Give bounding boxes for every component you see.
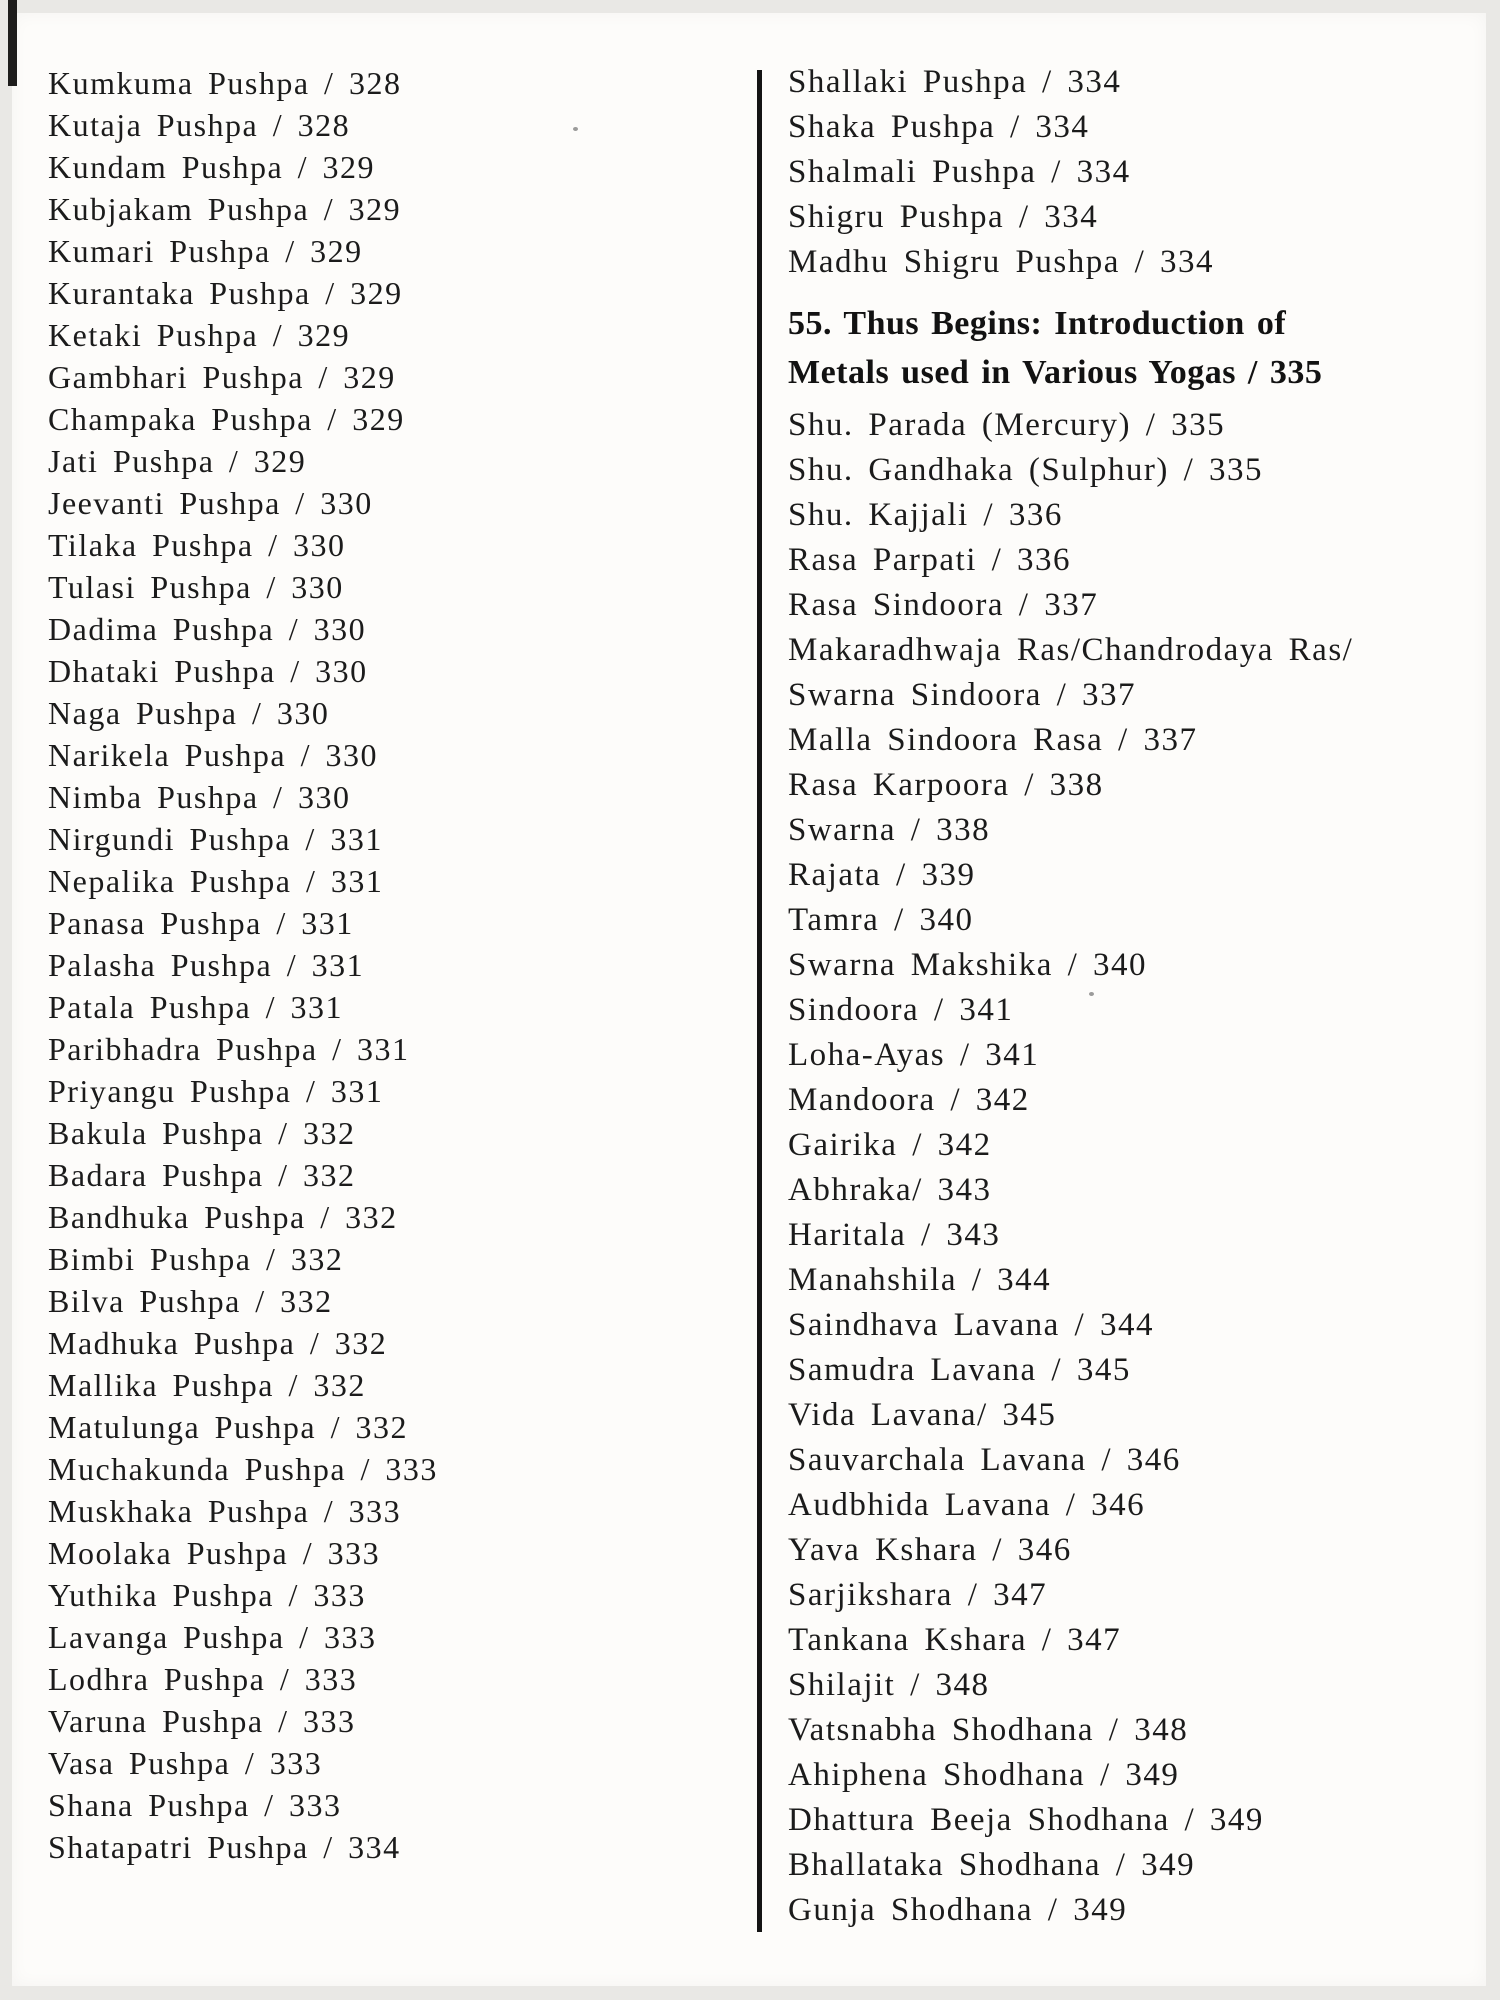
toc-entry: Nirgundi Pushpa / 331 — [48, 821, 383, 857]
toc-entry: Shu. Parada (Mercury) / 335 — [788, 407, 1226, 443]
section-heading-line2: Metals used in Various Yogas / 335 — [788, 354, 1323, 391]
toc-entry: Muskhaka Pushpa / 333 — [48, 1493, 402, 1529]
toc-entry: Lavanga Pushpa / 333 — [48, 1619, 377, 1655]
toc-entry: Mallika Pushpa / 332 — [48, 1367, 366, 1403]
toc-entry: Sauvarchala Lavana / 346 — [788, 1442, 1181, 1478]
toc-entry: Bakula Pushpa / 332 — [48, 1115, 356, 1151]
toc-entry: Shu. Kajjali / 336 — [788, 497, 1063, 533]
toc-entry: Madhu Shigru Pushpa / 334 — [788, 244, 1215, 280]
toc-entry: Champaka Pushpa / 329 — [48, 401, 405, 437]
toc-entry: Kubjakam Pushpa / 329 — [48, 191, 402, 227]
toc-entry: Shana Pushpa / 333 — [48, 1787, 342, 1823]
toc-entry: Saindhava Lavana / 344 — [788, 1307, 1154, 1343]
toc-entry: Vasa Pushpa / 333 — [48, 1745, 323, 1781]
toc-entry: Audbhida Lavana / 346 — [788, 1487, 1146, 1523]
toc-entry: Rasa Parpati / 336 — [788, 542, 1072, 578]
toc-entry: Gunja Shodhana / 349 — [788, 1892, 1128, 1928]
toc-entry: Dhattura Beeja Shodhana / 349 — [788, 1802, 1264, 1838]
toc-entry: Matulunga Pushpa / 332 — [48, 1409, 408, 1445]
toc-entry: Swarna Makshika / 340 — [788, 947, 1148, 983]
toc-entry: Shu. Gandhaka (Sulphur) / 335 — [788, 452, 1264, 488]
toc-entries-before-heading — [788, 60, 1488, 285]
toc-entry: Vida Lavana/ 345 — [788, 1397, 1057, 1433]
toc-entry: Dadima Pushpa / 330 — [48, 611, 367, 647]
toc-entry: Kutaja Pushpa / 328 — [48, 107, 351, 143]
toc-entry: Kumkuma Pushpa / 328 — [48, 65, 402, 101]
section-heading-line1: 55. Thus Begins: Introduction of — [788, 305, 1287, 342]
toc-entry: Vatsnabha Shodhana / 348 — [788, 1712, 1189, 1748]
toc-entry: Priyangu Pushpa / 331 — [48, 1073, 384, 1109]
toc-entry: Tankana Kshara / 347 — [788, 1622, 1122, 1658]
toc-entry: Jeevanti Pushpa / 330 — [48, 485, 373, 521]
toc-entries-after-heading — [788, 403, 1488, 1933]
toc-entry: Rajata / 339 — [788, 857, 976, 893]
toc-entry: Palasha Pushpa / 331 — [48, 947, 365, 983]
toc-entry: Rasa Karpoora / 338 — [788, 767, 1104, 803]
toc-entry: Mandoora / 342 — [788, 1082, 1030, 1118]
toc-entry: Dhataki Pushpa / 330 — [48, 653, 368, 689]
toc-entry: Abhraka/ 343 — [788, 1172, 992, 1208]
toc-entry: Paribhadra Pushpa / 331 — [48, 1031, 410, 1067]
toc-entry: Yava Kshara / 346 — [788, 1532, 1072, 1568]
toc-entry: Gairika / 342 — [788, 1127, 992, 1163]
toc-entry: Tilaka Pushpa / 330 — [48, 527, 346, 563]
toc-entry: Lodhra Pushpa / 333 — [48, 1661, 358, 1697]
column-divider-line — [757, 70, 762, 1932]
toc-entry: Panasa Pushpa / 331 — [48, 905, 354, 941]
toc-column-left — [48, 62, 738, 1868]
toc-entry: Badara Pushpa / 332 — [48, 1157, 356, 1193]
toc-entry: Narikela Pushpa / 330 — [48, 737, 378, 773]
toc-entry: Shatapatri Pushpa / 334 — [48, 1829, 401, 1865]
toc-entry: Bandhuka Pushpa / 332 — [48, 1199, 398, 1235]
toc-entry: Nimba Pushpa / 330 — [48, 779, 351, 815]
toc-entry: Bimbi Pushpa / 332 — [48, 1241, 344, 1277]
toc-entry: Malla Sindoora Rasa / 337 — [788, 722, 1198, 758]
toc-entry: Ketaki Pushpa / 329 — [48, 317, 351, 353]
toc-entry: Shilajit / 348 — [788, 1667, 990, 1703]
toc-entry: Kurantaka Pushpa / 329 — [48, 275, 403, 311]
toc-entry: Muchakunda Pushpa / 333 — [48, 1451, 438, 1487]
toc-entry: Kundam Pushpa / 329 — [48, 149, 376, 185]
toc-entry: Swarna Sindoora / 337 — [788, 677, 1137, 713]
toc-entry: Swarna / 338 — [788, 812, 991, 848]
toc-entry: Tamra / 340 — [788, 902, 974, 938]
toc-entry: Jati Pushpa / 329 — [48, 443, 307, 479]
toc-entry: Shigru Pushpa / 334 — [788, 199, 1099, 235]
toc-entry: Makaradhwaja Ras/Chandrodaya Ras/ — [788, 632, 1354, 668]
toc-entry: Gambhari Pushpa / 329 — [48, 359, 396, 395]
toc-entry: Loha-Ayas / 341 — [788, 1037, 1040, 1073]
toc-entry: Naga Pushpa / 330 — [48, 695, 330, 731]
toc-column-right — [788, 60, 1488, 1933]
toc-entry: Patala Pushpa / 331 — [48, 989, 344, 1025]
toc-entry: Nepalika Pushpa / 331 — [48, 863, 384, 899]
toc-entry: Sarjikshara / 347 — [788, 1577, 1048, 1613]
toc-entry: Madhuka Pushpa / 332 — [48, 1325, 388, 1361]
toc-entry: Bhallataka Shodhana / 349 — [788, 1847, 1196, 1883]
toc-entry: Sindoora / 341 — [788, 992, 1014, 1028]
toc-entry: Shaka Pushpa / 334 — [788, 109, 1090, 145]
toc-entry: Manahshila / 344 — [788, 1262, 1052, 1298]
scan-edge-mark — [8, 0, 17, 86]
section-heading — [788, 299, 1488, 397]
toc-entry: Samudra Lavana / 345 — [788, 1352, 1131, 1388]
toc-entry: Ahiphena Shodhana / 349 — [788, 1757, 1180, 1793]
toc-entry: Rasa Sindoora / 337 — [788, 587, 1099, 623]
toc-entry: Shalmali Pushpa / 334 — [788, 154, 1131, 190]
toc-entry: Tulasi Pushpa / 330 — [48, 569, 344, 605]
toc-entry: Varuna Pushpa / 333 — [48, 1703, 356, 1739]
toc-entry: Yuthika Pushpa / 333 — [48, 1577, 366, 1613]
toc-entry: Haritala / 343 — [788, 1217, 1001, 1253]
toc-entry: Kumari Pushpa / 329 — [48, 233, 363, 269]
toc-entry: Moolaka Pushpa / 333 — [48, 1535, 381, 1571]
toc-entry: Bilva Pushpa / 332 — [48, 1283, 333, 1319]
toc-entry: Shallaki Pushpa / 334 — [788, 64, 1122, 100]
